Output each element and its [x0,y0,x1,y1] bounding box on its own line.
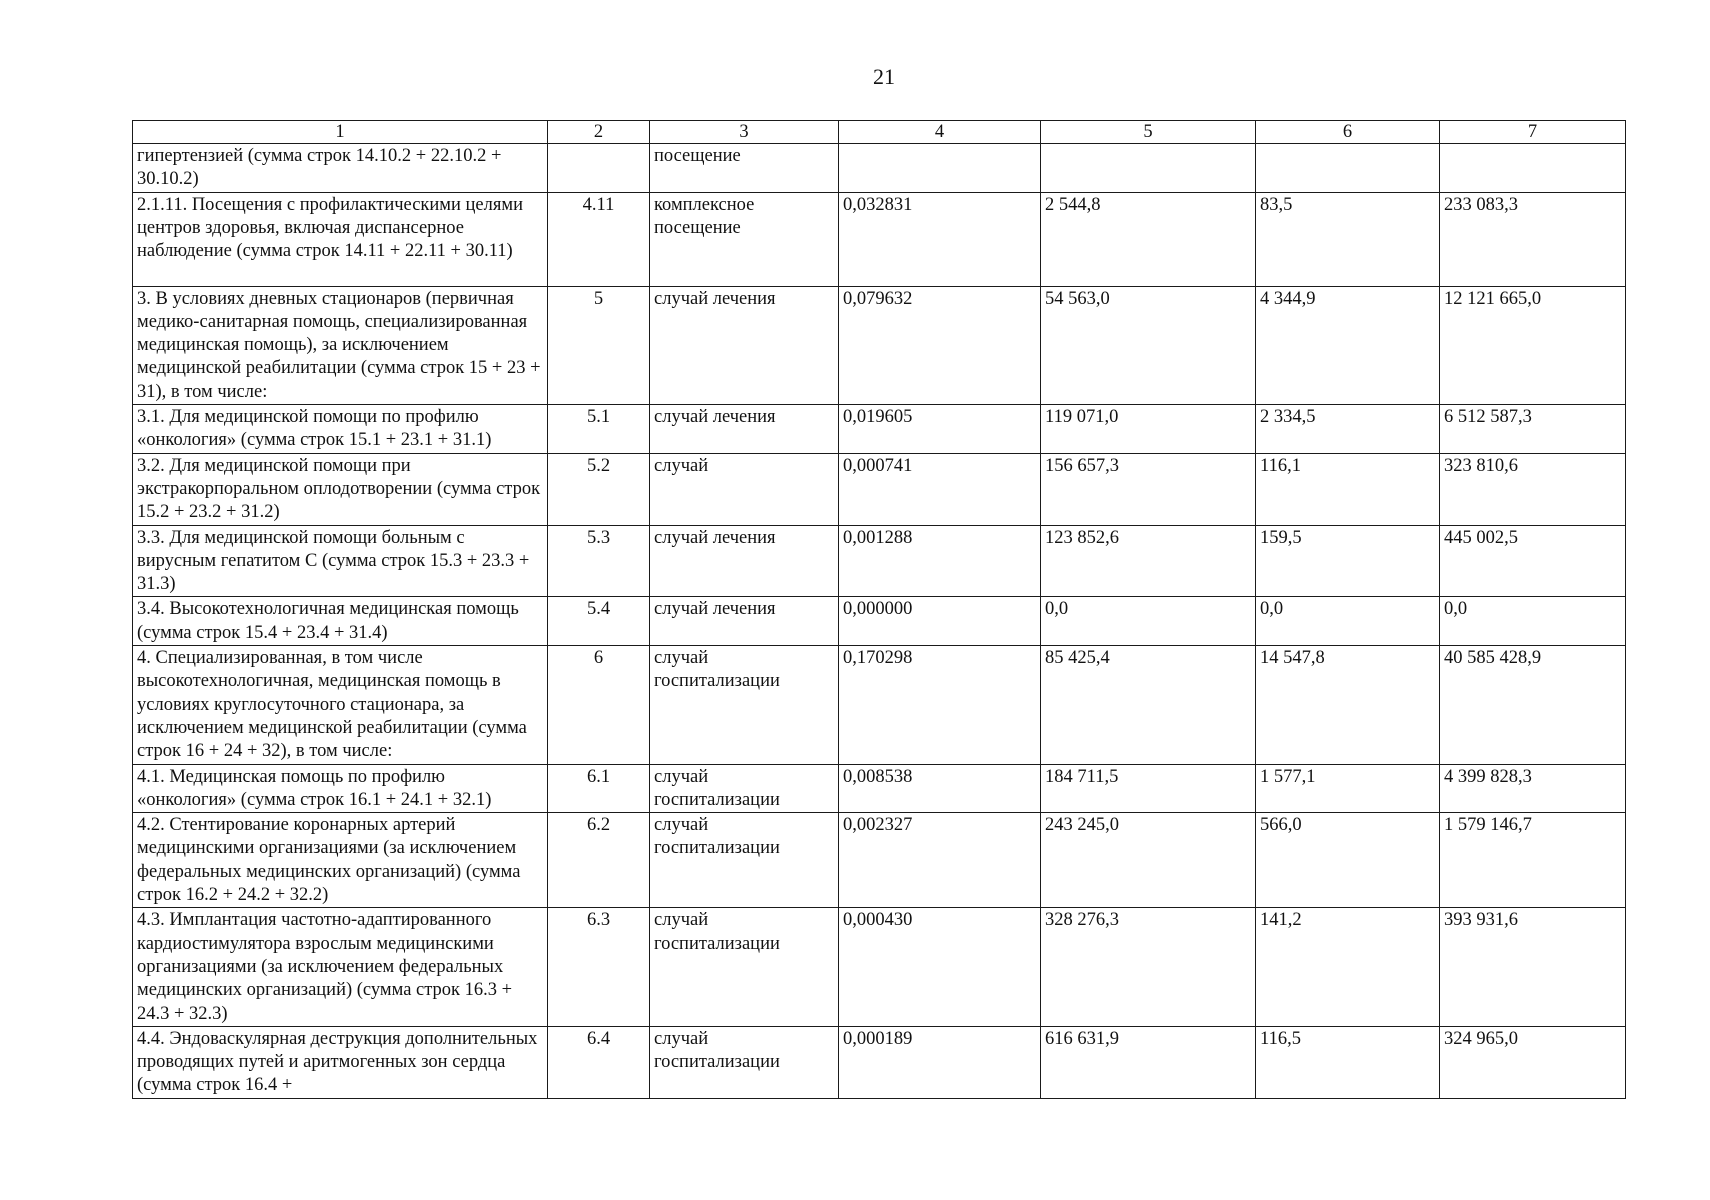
row-norm-cell: 0,000430 [839,908,1041,1026]
table-row [133,525,1626,597]
row-cost-cell: 123 852,6 [1041,525,1256,597]
row-total-cell: 1 579 146,7 [1440,813,1626,908]
table-row [133,144,1626,193]
row-cost-cell [1041,144,1256,193]
row-name-cell: 4.1. Медицинская помощь по профилю «онкология» (сумма строк 16.1 + 24.1 + 32.1) [133,764,548,813]
table-row [133,597,1626,646]
column-header: 3 [650,121,839,144]
row-cost-cell: 616 631,9 [1041,1026,1256,1098]
row-norm-cell [839,144,1041,193]
column-header: 1 [133,121,548,144]
row-unit-cell: случай госпитализации [650,646,839,764]
row-per-capita-cell: 83,5 [1256,192,1440,286]
row-line-number-cell: 5.2 [548,453,650,525]
column-header: 7 [1440,121,1626,144]
row-norm-cell: 0,000189 [839,1026,1041,1098]
row-total-cell: 323 810,6 [1440,453,1626,525]
row-norm-cell: 0,001288 [839,525,1041,597]
table-row [133,813,1626,908]
row-unit-cell: случай лечения [650,525,839,597]
row-total-cell: 12 121 665,0 [1440,286,1626,404]
table-row [133,908,1626,1026]
row-per-capita-cell [1256,144,1440,193]
row-total-cell: 0,0 [1440,597,1626,646]
row-total-cell: 4 399 828,3 [1440,764,1626,813]
column-header: 5 [1041,121,1256,144]
row-per-capita-cell: 2 334,5 [1256,405,1440,454]
row-per-capita-cell: 159,5 [1256,525,1440,597]
row-name-cell: 3.1. Для медицинской помощи по профилю «онкология» (сумма строк 15.1 + 23.1 + 31.1) [133,405,548,454]
row-per-capita-cell: 1 577,1 [1256,764,1440,813]
row-cost-cell: 54 563,0 [1041,286,1256,404]
row-line-number-cell: 5 [548,286,650,404]
row-cost-cell: 119 071,0 [1041,405,1256,454]
table-row [133,286,1626,404]
row-cost-cell: 184 711,5 [1041,764,1256,813]
data-table [132,120,1626,1099]
row-line-number-cell: 4.11 [548,192,650,286]
row-unit-cell: случай госпитализации [650,908,839,1026]
row-norm-cell: 0,000000 [839,597,1041,646]
row-cost-cell: 243 245,0 [1041,813,1256,908]
column-header: 6 [1256,121,1440,144]
row-line-number-cell: 6.2 [548,813,650,908]
table-row [133,405,1626,454]
row-cost-cell: 2 544,8 [1041,192,1256,286]
row-unit-cell: случай госпитализации [650,1026,839,1098]
row-name-cell: 3.2. Для медицинской помощи при экстракорпоральном оплодотворении (сумма строк 15.2 + 23.2 + 31.2) [133,453,548,525]
row-norm-cell: 0,008538 [839,764,1041,813]
page-number: 21 [873,64,895,89]
row-per-capita-cell: 0,0 [1256,597,1440,646]
row-unit-cell: посещение [650,144,839,193]
row-per-capita-cell: 116,5 [1256,1026,1440,1098]
row-unit-cell: случай лечения [650,405,839,454]
row-line-number-cell: 5.3 [548,525,650,597]
row-cost-cell: 328 276,3 [1041,908,1256,1026]
row-name-cell: 3. В условиях дневных стационаров (первичная медико-санитарная помощь, специализированная медицинская помощь), за исключением медицинской реабилитации (сумма строк 15 + 23 + 31), в том числе: [133,286,548,404]
row-total-cell: 233 083,3 [1440,192,1626,286]
row-norm-cell: 0,079632 [839,286,1041,404]
row-line-number-cell: 6.1 [548,764,650,813]
row-cost-cell: 85 425,4 [1041,646,1256,764]
column-header: 4 [839,121,1041,144]
row-total-cell [1440,144,1626,193]
row-line-number-cell: 6 [548,646,650,764]
row-name-cell: 4.4. Эндоваскулярная деструкция дополнительных проводящих путей и аритмогенных зон сердца (сумма строк 16.4 + [133,1026,548,1098]
table-row [133,646,1626,764]
row-name-cell: 4.3. Имплантация частотно-адаптированного кардиостимулятора взрослым медицинскими организациями (за исключением федеральных медицинских организаций) (сумма строк 16.3 + 24.3 + 32.3) [133,908,548,1026]
table-row [133,1026,1626,1098]
row-norm-cell: 0,032831 [839,192,1041,286]
column-header: 2 [548,121,650,144]
row-name-cell: гипертензией (сумма строк 14.10.2 + 22.10.2 + 30.10.2) [133,144,548,193]
row-unit-cell: комплексное посещение [650,192,839,286]
row-total-cell: 6 512 587,3 [1440,405,1626,454]
row-unit-cell: случай лечения [650,597,839,646]
row-per-capita-cell: 116,1 [1256,453,1440,525]
row-total-cell: 324 965,0 [1440,1026,1626,1098]
row-per-capita-cell: 14 547,8 [1256,646,1440,764]
row-name-cell: 4. Специализированная, в том числе высокотехнологичная, медицинская помощь в условиях круглосуточного стационара, за исключением медицинской реабилитации (сумма строк 16 + 24 + 32), в том числе: [133,646,548,764]
row-norm-cell: 0,002327 [839,813,1041,908]
row-unit-cell: случай лечения [650,286,839,404]
row-line-number-cell: 6.4 [548,1026,650,1098]
table-row [133,192,1626,286]
row-norm-cell: 0,000741 [839,453,1041,525]
row-line-number-cell: 5.4 [548,597,650,646]
row-unit-cell: случай [650,453,839,525]
row-name-cell: 4.2. Стентирование коронарных артерий медицинскими организациями (за исключением федеральных медицинских организаций) (сумма строк 16.2 + 24.2 + 32.2) [133,813,548,908]
row-line-number-cell: 6.3 [548,908,650,1026]
table-header-row [133,121,1626,144]
row-per-capita-cell: 4 344,9 [1256,286,1440,404]
row-unit-cell: случай госпитализации [650,764,839,813]
row-line-number-cell [548,144,650,193]
row-norm-cell: 0,019605 [839,405,1041,454]
row-name-cell: 3.3. Для медицинской помощи больным с вирусным гепатитом С (сумма строк 15.3 + 23.3 + 31.3) [133,525,548,597]
row-line-number-cell: 5.1 [548,405,650,454]
row-total-cell: 40 585 428,9 [1440,646,1626,764]
row-per-capita-cell: 141,2 [1256,908,1440,1026]
table-row [133,453,1626,525]
row-cost-cell: 0,0 [1041,597,1256,646]
row-unit-cell: случай госпитализации [650,813,839,908]
table-row [133,764,1626,813]
row-cost-cell: 156 657,3 [1041,453,1256,525]
row-norm-cell: 0,170298 [839,646,1041,764]
row-total-cell: 393 931,6 [1440,908,1626,1026]
row-per-capita-cell: 566,0 [1256,813,1440,908]
row-total-cell: 445 002,5 [1440,525,1626,597]
row-name-cell: 3.4. Высокотехнологичная медицинская помощь (сумма строк 15.4 + 23.4 + 31.4) [133,597,548,646]
row-name-cell: 2.1.11. Посещения с профилактическими целями центров здоровья, включая диспансерное наблюдение (сумма строк 14.11 + 22.11 + 30.11) [133,192,548,286]
